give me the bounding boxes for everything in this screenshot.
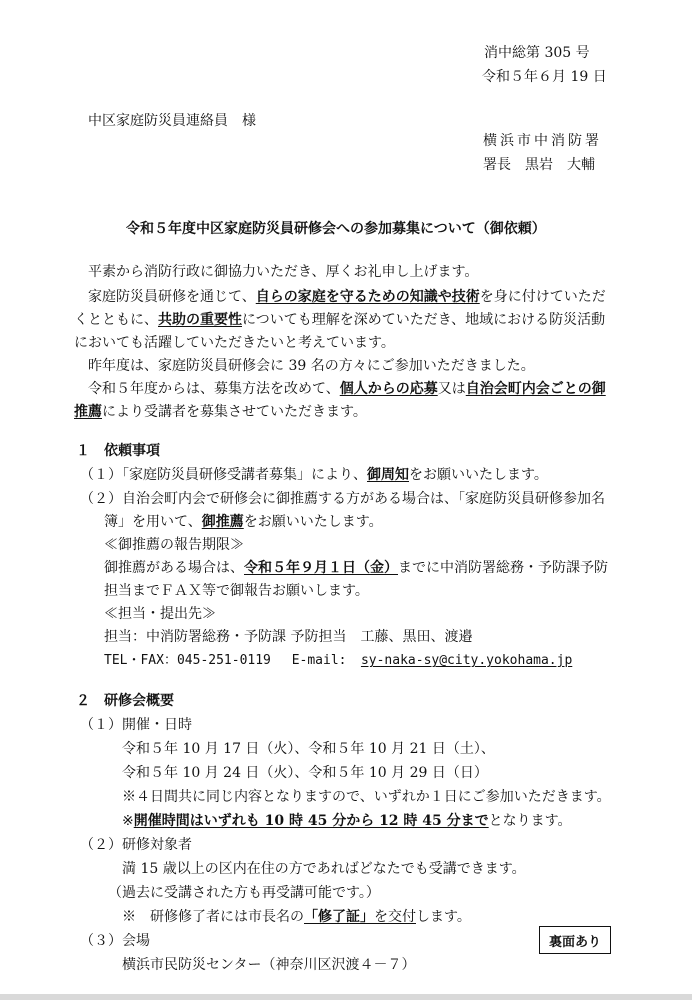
target-line-1: 満 15 歳以上の区内在住の方であればどなたでも受講できます。 [122, 861, 526, 877]
intro-paragraph-3: 昨年度は、家庭防災員研修会に 39 名の方々にご参加いただきました。 [88, 358, 535, 374]
dates-line-2: 令和５年 10 月 24 日（火）、令和５年 10 月 29 日（日） [122, 765, 488, 781]
emphasis-association: 自治会町内会ごとの御 [465, 381, 606, 397]
contact-label: ≪担当・提出先≫ [104, 606, 216, 622]
intro-paragraph-2-line-1: 家庭防災員研修を通じて、自らの家庭を守るための知識や技術を身に付けていただ [88, 289, 606, 305]
certificate-note: ※ 研修修了者には市長名の「修了証」を交付します。 [122, 909, 471, 925]
contact-persons: 担当：中消防署総務・予防課 予防担当 工藤、黒田、渡邉 [104, 629, 473, 645]
deadline-line-2: 担当までＦＡＸ等で御報告お願いします。 [104, 583, 369, 599]
dates-line-1: 令和５年 10 月 17 日（火）、令和５年 10 月 21 日（土）、 [122, 741, 495, 757]
dates-note: ※４日間共に同じ内容となりますので、いずれか１日にご参加いただきます。 [122, 789, 611, 805]
sender-name: 署長 黒岩 大輔 [483, 157, 595, 173]
venue-heading: （３）会場 [80, 933, 150, 949]
back-side-note: 裏面あり [539, 926, 611, 954]
section-2-heading: ２ 研修会概要 [76, 693, 174, 709]
intro-paragraph-1: 平素から消防行政に御協力いただき、厚くお礼申し上げます。 [88, 264, 479, 280]
emphasis-mutual-aid: 共助の重要性 [158, 312, 242, 328]
intro-paragraph-2-line-3: においても活躍していただきたいと考えています。 [74, 335, 395, 351]
section-1-item-1: （１）「家庭防災員研修受講者募集」により、御周知をお願いいたします。 [80, 467, 548, 483]
session-time: 開催時間はいずれも 10 時 45 分から 12 時 45 分まで [133, 813, 489, 829]
sender-organization: 横浜市中消防署 [483, 133, 602, 149]
intro-paragraph-4-line-2: 推薦により受講者を募集させていただきます。 [74, 404, 367, 420]
deadline-label: ≪御推薦の報告期限≫ [104, 537, 244, 553]
intro-paragraph-2-line-2: くとともに、共助の重要性についても理解を深めていただき、地域における防災活動 [74, 312, 606, 328]
section-1-item-2-line-1: （２）自治会町内会で研修会に御推薦する方がある場合は、「家庭防災員研修参加名 [80, 491, 605, 507]
certificate-emphasis: 「修了証」 [304, 909, 374, 925]
target-heading: （２）研修対象者 [80, 837, 192, 853]
venue: 横浜市民防災センター（神奈川区沢渡４－７） [122, 957, 416, 973]
deadline-date: 令和５年９月１日（金） [244, 560, 398, 576]
intro-paragraph-4-line-1: 令和５年度からは、募集方法を改めて、個人からの応募又は自治会町内会ごとの御 [88, 381, 606, 397]
document-number: 消中総第 305 号 [484, 45, 590, 61]
emphasis-knowledge: 自らの家庭を守るための知識や技術 [255, 289, 480, 305]
section-1-item-2-line-2: 簿」を用いて、御推薦をお願いいたします。 [104, 514, 383, 530]
contact-tel-fax: TEL・FAX：045-251-0119 E-mail: sy-naka-sy@city.yokohama.jp [104, 653, 573, 668]
recipient: 中区家庭防災員連絡員 様 [88, 113, 256, 129]
document-date: 令和５年６月 19 日 [482, 69, 607, 85]
section-1-heading: １ 依頼事項 [76, 443, 160, 459]
deadline-line-1: 御推薦がある場合は、令和５年９月１日（金）までに中消防署総務・予防課予防 [104, 560, 608, 576]
page-bottom-edge [0, 994, 692, 1000]
target-line-2: （過去に受講された方も再受講可能です。） [108, 885, 380, 901]
email-link[interactable]: sy-naka-sy@city.yokohama.jp [360, 653, 573, 668]
document-title: 令和５年度中区家庭防災員研修会への参加募集について（御依頼） [126, 221, 546, 237]
dates-heading: （１）開催・日時 [80, 717, 192, 733]
time-note: ※開催時間はいずれも 10 時 45 分から 12 時 45 分までとなります。 [122, 813, 572, 829]
emphasis-individual: 個人からの応募 [339, 381, 438, 397]
